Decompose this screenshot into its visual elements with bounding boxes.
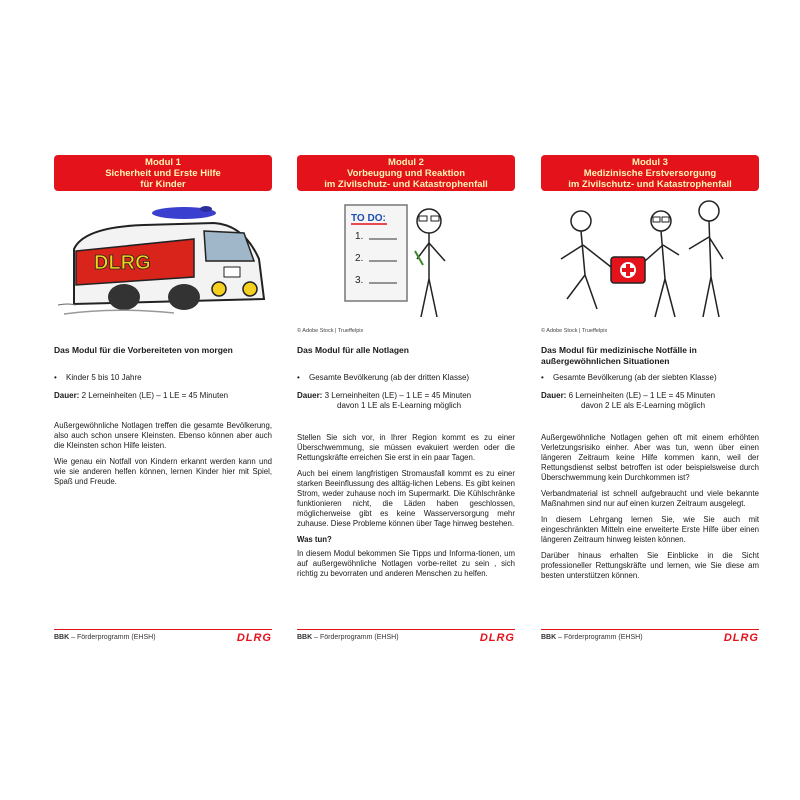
paragraph: Stellen Sie sich vor, in Ihrer Region kommt es zu einer Überschwemmung, sie müssen evakuiert werden oder die Rettungskräfte erreichen Sie erst in ein paar Tagen. xyxy=(297,433,515,462)
duration-label: Dauer: xyxy=(297,391,323,400)
dlrg-logo: DLRG xyxy=(236,632,272,644)
module-card-3 xyxy=(541,155,759,655)
target-group: • Gesamte Bevölkerung (ab der dritten Klasse) xyxy=(297,373,470,382)
module-title-line1: Medizinische Erstversorgung xyxy=(583,167,717,179)
duration-line1: 2 Lerneinheiten (LE) – 1 LE = 45 Minuten xyxy=(79,391,229,400)
module-number: Modul 2 xyxy=(388,156,424,168)
paragraph: Außergewöhnliche Notlagen gehen oft mit einem erhöhten Verletzungsrisiko einher. Aber was tun, wenn über einen längeren Zeitraum keine Hilfe kommen kann, weil der Rettungsdienst selbst betroffen ist oder beispielsweise durch Überschwemmung kein Durchkommen ist? xyxy=(541,433,759,482)
duration-line1: 3 Lerneinheiten (LE) – 1 LE = 45 Minuten xyxy=(322,391,472,400)
target-group: • Gesamte Bevölkerung (ab der siebten Klasse) xyxy=(541,373,717,382)
module-title-line1: Sicherheit und Erste Hilfe xyxy=(105,167,221,179)
module-title-line2: im Zivilschutz- und Katastrophenfall xyxy=(324,178,488,190)
paragraph: Wie genau ein Notfall von Kindern erkannt werden kann und wie sie anderen helfen können, lernen Kinder hier mit Spiel, Spaß und Freude. xyxy=(54,457,272,486)
duration xyxy=(541,391,759,411)
duration-line2: davon 1 LE als E-Learning möglich xyxy=(337,401,462,410)
module-header xyxy=(297,155,515,191)
card-footer xyxy=(297,629,515,648)
module-header xyxy=(541,155,759,191)
duration-label: Dauer: xyxy=(541,391,567,400)
footer-program-text: – Förderprogramm (EHSH) xyxy=(312,634,399,641)
target-group-text: Gesamte Bevölkerung (ab der dritten Klasse) xyxy=(309,373,470,382)
image-credit: © Adobe Stock | Trueffelpix xyxy=(541,328,608,334)
footer-bbk: BBK xyxy=(54,634,70,641)
footer-program-text: – Förderprogramm (EHSH) xyxy=(69,634,156,641)
module-description xyxy=(297,433,515,585)
module-title-line2: im Zivilschutz- und Katastrophenfall xyxy=(568,178,732,190)
module-description xyxy=(54,421,272,493)
module-subtitle: Das Modul für die Vorbereiteten von morgen xyxy=(54,345,233,355)
todo-item: 2. xyxy=(355,253,364,264)
footer-bbk: BBK xyxy=(541,634,557,641)
module-header xyxy=(54,155,272,191)
module-subtitle: Das Modul für alle Notlagen xyxy=(297,345,409,355)
footer-program-text: – Förderprogramm (EHSH) xyxy=(556,634,643,641)
todo-item: 1. xyxy=(355,231,364,242)
module-number: Modul 3 xyxy=(632,156,668,168)
duration xyxy=(54,391,272,401)
card-footer xyxy=(541,629,759,648)
duration xyxy=(297,391,515,411)
vehicle-lettering: DLRG xyxy=(94,252,151,274)
dlrg-logo: DLRG xyxy=(723,632,759,644)
duration-label: Dauer: xyxy=(54,391,80,400)
module-description xyxy=(541,433,759,587)
module-subtitle: Das Modul für medizinische Notfälle in außergewöhnlichen Situationen xyxy=(541,345,697,366)
paragraph: Verbandmaterial ist schnell aufgebraucht und viele bekannte Maßnahmen sind nur auf einen kurzen Zeitraum ausgelegt. xyxy=(541,489,759,508)
todo-item: 3. xyxy=(355,275,364,286)
todo-heading: TO DO: xyxy=(351,213,386,224)
duration-line1: 6 Lerneinheiten (LE) – 1 LE = 45 Minuten xyxy=(566,391,716,400)
duration-line2: davon 2 LE als E-Learning möglich xyxy=(581,401,706,410)
module-number: Modul 1 xyxy=(145,156,181,168)
todo-list-illustration xyxy=(297,199,515,329)
footer-program xyxy=(541,634,643,641)
ambulance-illustration xyxy=(54,199,272,329)
dlrg-logo: DLRG xyxy=(479,632,515,644)
module-title-line2: für Kinder xyxy=(140,178,186,190)
paragraph: Außergewöhnliche Notlagen treffen die gesamte Bevölkerung, also auch schon unsere Kleinsten. Ebenso können aber auch die Kleinsten schon Hilfe leisten. xyxy=(54,421,272,450)
module-title-line1: Vorbeugung und Reaktion xyxy=(346,167,466,179)
paragraph: Auch bei einem langfristigen Stromausfall kommt es zu einer starken Beeinflussung des alltäg-lichen Lebens. Es gibt keinen Strom, weder zuhause noch im Supermarkt. Die Kühlschränke funktionieren nicht, die Läden haben geschlossen, möglicherweise gibt es keine Wasserversorgung mehr zuhause. Diese Probleme können über Tage hinweg bestehen. xyxy=(297,469,515,528)
module-card-1 xyxy=(54,155,272,655)
target-group-text: Kinder 5 bis 10 Jahre xyxy=(66,373,142,382)
module-card-2 xyxy=(297,155,515,655)
footer-program xyxy=(297,634,399,641)
footer-program xyxy=(54,634,156,641)
card-footer xyxy=(54,629,272,648)
image-credit: © Adobe Stock | Trueffelpix xyxy=(297,328,364,334)
first-aid-illustration xyxy=(541,199,759,329)
target-group-text: Gesamte Bevölkerung (ab der siebten Klasse) xyxy=(553,373,717,382)
paragraph: In diesem Lehrgang lernen Sie, wie Sie auch mit eingeschränkten Mitteln eine erweiterte Erste Hilfe über einen längeren Zeitraum hinweg leisten können. xyxy=(541,515,759,544)
question-heading: Was tun? xyxy=(297,535,332,544)
target-group: • Kinder 5 bis 10 Jahre xyxy=(54,373,142,382)
paragraph: Darüber hinaus erhalten Sie Einblicke in die Sicht professioneller Rettungskräfte und lernen, wie Sie diese am besten unterstützen können. xyxy=(541,551,759,580)
paragraph: In diesem Modul bekommen Sie Tipps und Informa-tionen, um auf außergewöhnliche Notlagen vorbe-reitet zu sein , sich richtig zu bevorraten und anderen Menschen zu helfen. xyxy=(297,549,515,578)
footer-bbk: BBK xyxy=(297,634,313,641)
